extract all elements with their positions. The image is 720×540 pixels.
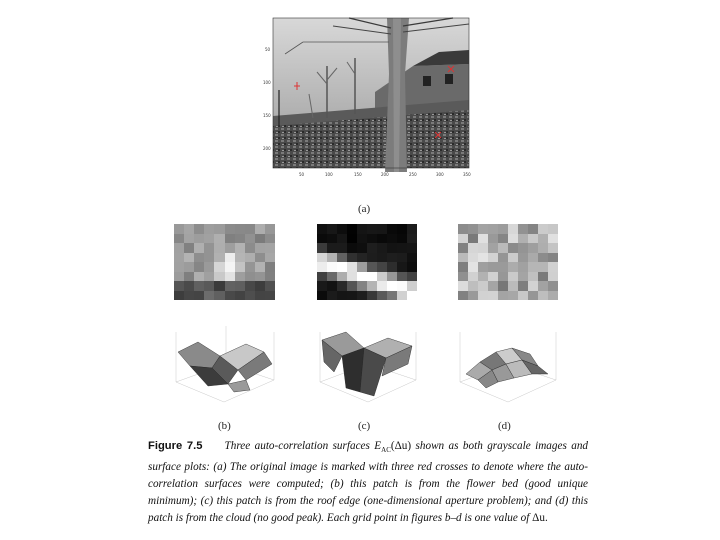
patch-cell bbox=[225, 272, 235, 282]
patch-cell bbox=[518, 253, 528, 263]
patch-cell bbox=[337, 291, 347, 301]
photo-image bbox=[263, 14, 475, 182]
patch-cell bbox=[518, 281, 528, 291]
patch-cell bbox=[184, 243, 194, 253]
patch-cell bbox=[498, 291, 508, 301]
patch-cell bbox=[357, 281, 367, 291]
patch-cell bbox=[387, 253, 397, 263]
patch-cell bbox=[245, 262, 255, 272]
patch-cell bbox=[357, 291, 367, 301]
patch-cell bbox=[397, 224, 407, 234]
patch-cell bbox=[347, 224, 357, 234]
patch-cell bbox=[538, 291, 548, 301]
patch-cell bbox=[478, 253, 488, 263]
patch-cell bbox=[367, 224, 377, 234]
patch-cell bbox=[317, 291, 327, 301]
patch-cell bbox=[225, 253, 235, 263]
patch-cell bbox=[317, 253, 327, 263]
patch-cell bbox=[194, 272, 204, 282]
surface-b-graphic bbox=[168, 322, 280, 410]
patch-cell bbox=[488, 253, 498, 263]
patch-cell bbox=[377, 291, 387, 301]
patch-cell bbox=[204, 224, 214, 234]
patch-cell bbox=[518, 224, 528, 234]
patch-cell bbox=[508, 291, 518, 301]
patch-cell bbox=[518, 272, 528, 282]
patch-cell bbox=[174, 253, 184, 263]
patch-cell bbox=[214, 281, 224, 291]
heatmap-c bbox=[317, 224, 417, 300]
patch-cell bbox=[225, 234, 235, 244]
patch-cell bbox=[367, 243, 377, 253]
patch-cell bbox=[498, 281, 508, 291]
surface-d-graphic bbox=[452, 322, 562, 410]
patch-cell bbox=[327, 281, 337, 291]
patch-cell bbox=[245, 234, 255, 244]
figure-caption bbox=[148, 438, 588, 527]
patch-cell bbox=[367, 291, 377, 301]
patch-cell bbox=[194, 253, 204, 263]
patch-cell bbox=[488, 281, 498, 291]
patch-cell bbox=[548, 224, 558, 234]
patch-cell bbox=[367, 234, 377, 244]
patch-cell bbox=[478, 291, 488, 301]
patch-cell bbox=[538, 243, 548, 253]
patch-cell bbox=[387, 262, 397, 272]
patch-cell bbox=[367, 281, 377, 291]
patch-cell bbox=[397, 243, 407, 253]
patch-cell bbox=[204, 272, 214, 282]
surface-c-graphic bbox=[312, 322, 422, 410]
patch-cell bbox=[225, 291, 235, 301]
patch-cell bbox=[255, 272, 265, 282]
patch-cell bbox=[407, 224, 417, 234]
patch-cell bbox=[458, 224, 468, 234]
patch-cell bbox=[194, 262, 204, 272]
patch-cell bbox=[407, 234, 417, 244]
patch-cell bbox=[548, 272, 558, 282]
patch-cell bbox=[214, 291, 224, 301]
patch-cell bbox=[337, 224, 347, 234]
patch-cell bbox=[548, 262, 558, 272]
patch-cell bbox=[498, 234, 508, 244]
patch-cell bbox=[214, 243, 224, 253]
patch-cell bbox=[174, 291, 184, 301]
patch-cell bbox=[367, 262, 377, 272]
patch-cell bbox=[407, 243, 417, 253]
patch-cell bbox=[225, 224, 235, 234]
patch-cell bbox=[337, 234, 347, 244]
x-tick: 350 bbox=[463, 172, 471, 177]
patch-cell bbox=[194, 243, 204, 253]
patch-cell bbox=[184, 281, 194, 291]
patch-cell bbox=[225, 262, 235, 272]
patch-cell bbox=[367, 272, 377, 282]
patch-cell bbox=[377, 262, 387, 272]
patch-cell bbox=[468, 291, 478, 301]
patch-cell bbox=[528, 224, 538, 234]
patch-cell bbox=[478, 281, 488, 291]
patch-cell bbox=[387, 272, 397, 282]
patch-cell bbox=[337, 281, 347, 291]
patch-cell bbox=[204, 291, 214, 301]
patch-cell bbox=[255, 253, 265, 263]
patch-cell bbox=[468, 243, 478, 253]
patch-cell bbox=[194, 281, 204, 291]
caption-symbol: $E_{AC}(\Delta u)$ bbox=[374, 440, 412, 455]
patch-cell bbox=[184, 234, 194, 244]
x-tick: 150 bbox=[354, 172, 362, 177]
patch-cell bbox=[245, 281, 255, 291]
patch-cell bbox=[204, 262, 214, 272]
patch-cell bbox=[538, 224, 548, 234]
patch-cell bbox=[518, 291, 528, 301]
patch-cell bbox=[265, 291, 275, 301]
surface-plot-b bbox=[168, 322, 280, 410]
patch-cell bbox=[458, 262, 468, 272]
patch-cell bbox=[255, 243, 265, 253]
patch-cell bbox=[337, 253, 347, 263]
panel-label-c: (c) bbox=[358, 420, 371, 432]
patch-cell bbox=[458, 234, 468, 244]
patch-cell bbox=[194, 224, 204, 234]
patch-cell bbox=[255, 234, 265, 244]
patch-cell bbox=[235, 253, 245, 263]
patch-cell bbox=[488, 272, 498, 282]
patch-cell bbox=[337, 262, 347, 272]
patch-cell bbox=[204, 253, 214, 263]
patch-cell bbox=[184, 253, 194, 263]
patch-cell bbox=[377, 272, 387, 282]
patch-cell bbox=[204, 234, 214, 244]
patch-cell bbox=[245, 224, 255, 234]
patch-cell bbox=[538, 234, 548, 244]
patch-cell bbox=[174, 243, 184, 253]
patch-cell bbox=[327, 262, 337, 272]
patch-cell bbox=[508, 253, 518, 263]
patch-cell bbox=[174, 272, 184, 282]
patch-cell bbox=[255, 262, 265, 272]
patch-cell bbox=[265, 262, 275, 272]
patch-cell bbox=[458, 281, 468, 291]
surface-plot-d bbox=[452, 322, 562, 410]
patch-cell bbox=[347, 291, 357, 301]
patch-cell bbox=[317, 272, 327, 282]
patch-cell bbox=[478, 262, 488, 272]
patch-cell bbox=[265, 234, 275, 244]
patch-cell bbox=[387, 291, 397, 301]
surface-plot-c bbox=[312, 322, 422, 410]
patch-cell bbox=[377, 281, 387, 291]
panel-label-d: (d) bbox=[498, 420, 511, 432]
patch-cell bbox=[337, 243, 347, 253]
patch-cell bbox=[317, 281, 327, 291]
patch-cell bbox=[327, 253, 337, 263]
patch-cell bbox=[347, 272, 357, 282]
patch-cell bbox=[528, 281, 538, 291]
patch-cell bbox=[225, 281, 235, 291]
patch-cell bbox=[407, 253, 417, 263]
patch-cell bbox=[397, 262, 407, 272]
x-tick: 200 bbox=[381, 172, 389, 177]
patch-cell bbox=[347, 253, 357, 263]
patch-cell bbox=[528, 291, 538, 301]
patch-cell bbox=[518, 234, 528, 244]
patch-cell bbox=[235, 272, 245, 282]
patch-cell bbox=[245, 291, 255, 301]
patch-cell bbox=[478, 224, 488, 234]
patch-cell bbox=[538, 281, 548, 291]
patch-cell bbox=[407, 291, 417, 301]
y-tick: 200 bbox=[263, 146, 271, 151]
patch-cell bbox=[397, 291, 407, 301]
patch-cell bbox=[174, 234, 184, 244]
patch-cell bbox=[235, 224, 245, 234]
patch-cell bbox=[327, 272, 337, 282]
patch-cell bbox=[528, 253, 538, 263]
patch-cell bbox=[255, 224, 265, 234]
caption-text: shown as both grayscale images and surface plots: (a) The original image is marked with three red crosses to denote where the auto-correlation surfaces were computed; (b) this patch is from the flower bed (good unique minimum); (c) this patch is from the roof edge (one-dimensional aperture problem); and (d) this patch is from the cloud (no good peak). Each grid point in figures b–d is one value of bbox=[148, 440, 589, 525]
patch-cell bbox=[235, 243, 245, 253]
patch-cell bbox=[357, 262, 367, 272]
patch-cell bbox=[407, 281, 417, 291]
patch-cell bbox=[327, 234, 337, 244]
patch-cell bbox=[387, 281, 397, 291]
patch-cell bbox=[214, 272, 224, 282]
patch-cell bbox=[194, 234, 204, 244]
patch-cell bbox=[245, 243, 255, 253]
patch-cell bbox=[235, 234, 245, 244]
patch-cell bbox=[488, 224, 498, 234]
patch-cell bbox=[478, 243, 488, 253]
patch-cell bbox=[245, 253, 255, 263]
patch-cell bbox=[317, 234, 327, 244]
patch-cell bbox=[528, 234, 538, 244]
patch-cell bbox=[528, 243, 538, 253]
patch-cell bbox=[347, 234, 357, 244]
patch-cell bbox=[548, 243, 558, 253]
panel-label-b: (b) bbox=[218, 420, 231, 432]
x-tick: 100 bbox=[325, 172, 333, 177]
patch-cell bbox=[245, 272, 255, 282]
patch-cell bbox=[214, 234, 224, 244]
patch-cell bbox=[357, 272, 367, 282]
heatmap-d bbox=[458, 224, 558, 300]
patch-cell bbox=[317, 224, 327, 234]
patch-cell bbox=[357, 243, 367, 253]
patch-cell bbox=[317, 243, 327, 253]
patch-cell bbox=[498, 272, 508, 282]
patch-cell bbox=[367, 253, 377, 263]
patch-cell bbox=[204, 243, 214, 253]
y-tick: 150 bbox=[263, 113, 271, 118]
patch-cell bbox=[265, 253, 275, 263]
patch-cell bbox=[377, 234, 387, 244]
patch-cell bbox=[528, 262, 538, 272]
patch-cell bbox=[468, 253, 478, 263]
patch-cell bbox=[548, 291, 558, 301]
patch-cell bbox=[357, 234, 367, 244]
patch-cell bbox=[538, 272, 548, 282]
patch-cell bbox=[327, 224, 337, 234]
patch-cell bbox=[488, 243, 498, 253]
patch-cell bbox=[468, 272, 478, 282]
patch-cell bbox=[357, 253, 367, 263]
patch-cell bbox=[377, 243, 387, 253]
patch-cell bbox=[347, 262, 357, 272]
patch-cell bbox=[184, 291, 194, 301]
figure-number: Figure 7.5 bbox=[148, 440, 203, 452]
patch-cell bbox=[498, 224, 508, 234]
y-tick: 100 bbox=[263, 80, 271, 85]
patch-cell bbox=[538, 262, 548, 272]
caption-tail: Δu. bbox=[532, 512, 548, 525]
patch-cell bbox=[337, 272, 347, 282]
patch-cell bbox=[458, 253, 468, 263]
patch-cell bbox=[184, 262, 194, 272]
patch-cell bbox=[174, 224, 184, 234]
patch-cell bbox=[235, 262, 245, 272]
patch-cell bbox=[184, 224, 194, 234]
patch-cell bbox=[548, 234, 558, 244]
patch-cell bbox=[194, 291, 204, 301]
patch-cell bbox=[397, 234, 407, 244]
patch-cell bbox=[174, 262, 184, 272]
patch-cell bbox=[397, 281, 407, 291]
patch-cell bbox=[468, 234, 478, 244]
patch-cell bbox=[518, 243, 528, 253]
patch-cell bbox=[387, 243, 397, 253]
caption-lead: Three auto-correlation surfaces bbox=[224, 440, 370, 452]
patch-cell bbox=[327, 291, 337, 301]
patch-cell bbox=[498, 243, 508, 253]
patch-cell bbox=[204, 281, 214, 291]
patch-cell bbox=[508, 234, 518, 244]
patch-cell bbox=[235, 281, 245, 291]
patch-cell bbox=[548, 253, 558, 263]
patch-cell bbox=[488, 234, 498, 244]
patch-cell bbox=[488, 262, 498, 272]
patch-cell bbox=[508, 243, 518, 253]
patch-cell bbox=[184, 272, 194, 282]
patch-cell bbox=[265, 243, 275, 253]
patch-cell bbox=[317, 262, 327, 272]
patch-cell bbox=[508, 224, 518, 234]
patch-cell bbox=[488, 291, 498, 301]
patch-cell bbox=[498, 262, 508, 272]
patch-cell bbox=[265, 272, 275, 282]
patch-cell bbox=[357, 224, 367, 234]
x-tick: 250 bbox=[409, 172, 417, 177]
patch-cell bbox=[468, 281, 478, 291]
patch-cell bbox=[327, 243, 337, 253]
patch-cell bbox=[377, 253, 387, 263]
patch-cell bbox=[225, 243, 235, 253]
patch-cell bbox=[538, 253, 548, 263]
patch-cell bbox=[508, 272, 518, 282]
patch-cell bbox=[377, 224, 387, 234]
patch-cell bbox=[498, 253, 508, 263]
patch-cell bbox=[468, 262, 478, 272]
patch-cell bbox=[174, 281, 184, 291]
patch-cell bbox=[347, 243, 357, 253]
patch-cell bbox=[255, 281, 265, 291]
patch-cell bbox=[265, 281, 275, 291]
patch-cell bbox=[255, 291, 265, 301]
x-tick: 300 bbox=[436, 172, 444, 177]
patch-cell bbox=[458, 291, 468, 301]
patch-cell bbox=[478, 234, 488, 244]
patch-cell bbox=[397, 253, 407, 263]
patch-cell bbox=[397, 272, 407, 282]
x-tick: 50 bbox=[299, 172, 305, 177]
patch-cell bbox=[235, 291, 245, 301]
patch-cell bbox=[387, 224, 397, 234]
patch-cell bbox=[265, 224, 275, 234]
patch-cell bbox=[508, 281, 518, 291]
patch-cell bbox=[478, 272, 488, 282]
patch-cell bbox=[387, 234, 397, 244]
patch-cell bbox=[548, 281, 558, 291]
patch-cell bbox=[508, 262, 518, 272]
patch-cell bbox=[214, 224, 224, 234]
panel-label-a: (a) bbox=[358, 203, 371, 215]
patch-cell bbox=[407, 262, 417, 272]
patch-cell bbox=[214, 262, 224, 272]
patch-cell bbox=[458, 272, 468, 282]
photo-panel-a bbox=[263, 14, 475, 182]
patch-cell bbox=[518, 262, 528, 272]
patch-cell bbox=[347, 281, 357, 291]
patch-cell bbox=[214, 253, 224, 263]
patch-cell bbox=[468, 224, 478, 234]
patch-cell bbox=[528, 272, 538, 282]
y-tick: 50 bbox=[265, 47, 271, 52]
patch-cell bbox=[458, 243, 468, 253]
heatmap-b bbox=[174, 224, 275, 300]
patch-cell bbox=[407, 272, 417, 282]
